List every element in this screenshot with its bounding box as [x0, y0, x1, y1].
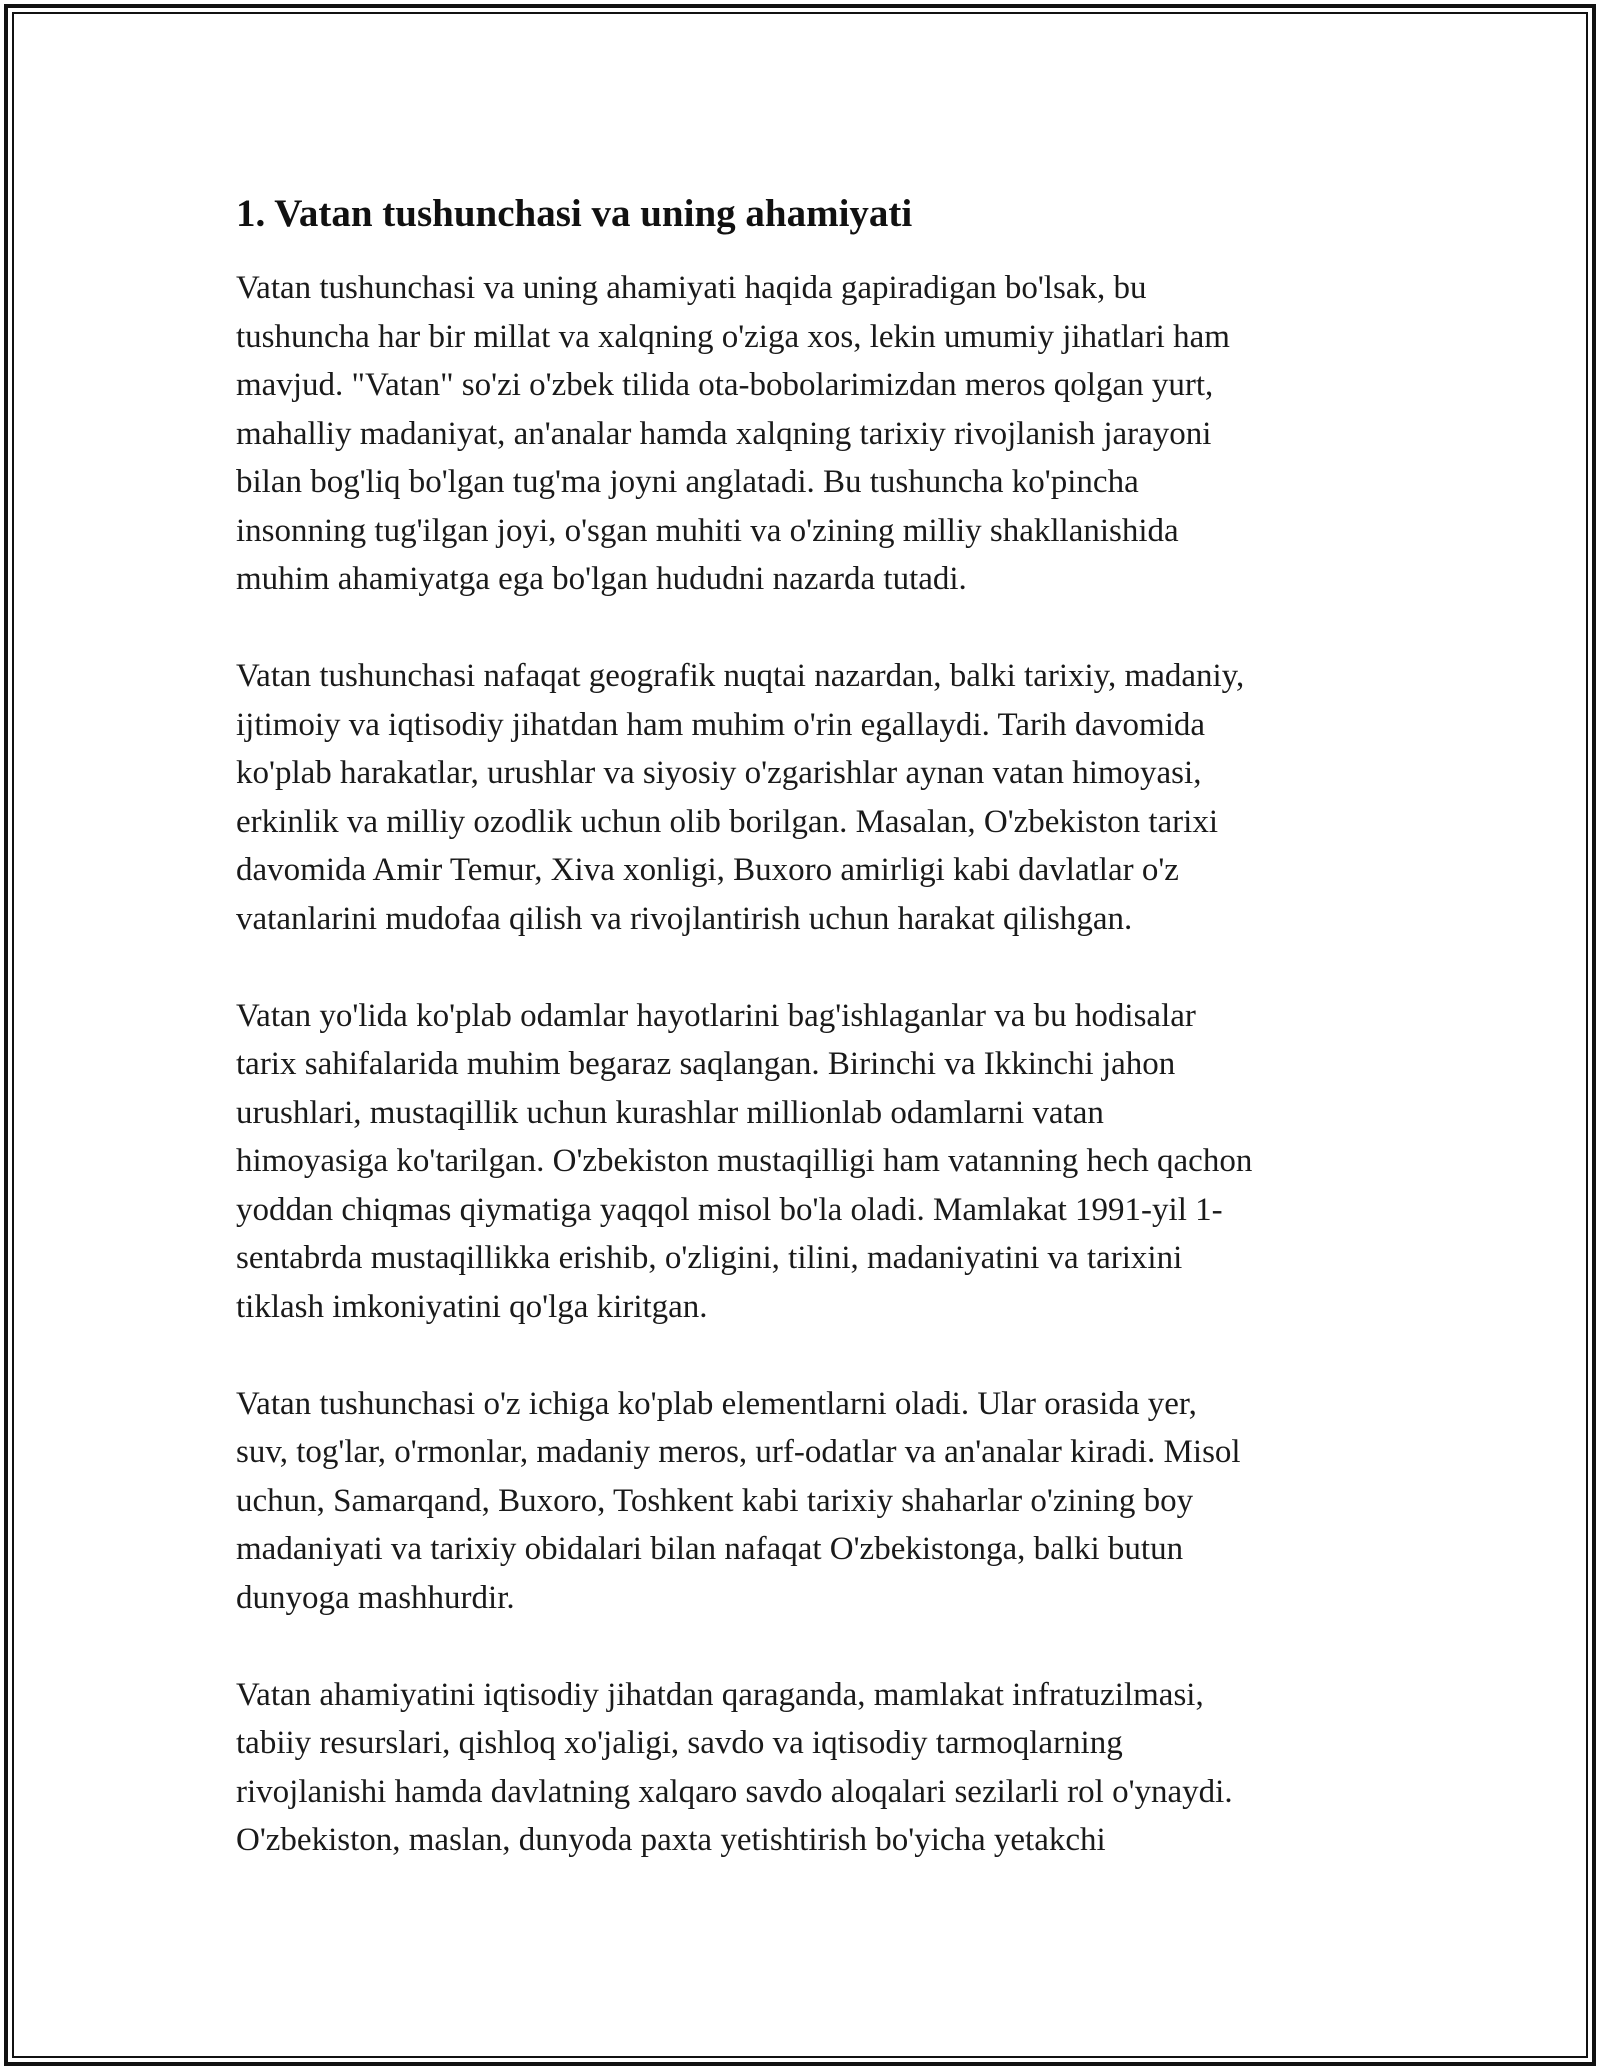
text-line: madaniyati va tarixiy obidalari bilan nafaqat O'zbekistonga, balki butun	[236, 1531, 1184, 1567]
text-line: uchun, Samarqand, Buxoro, Toshkent kabi tarixiy shaharlar o'zining boy	[236, 1482, 1194, 1519]
text-line: vatanlarini mudofaa qilish va rivojlantirish uchun harakat qilishgan.	[236, 900, 1133, 937]
text-line: bilan bog'liq bo'lgan tug'ma joyni anglatadi. Bu tushuncha ko'pincha	[236, 464, 1139, 500]
text-line: tarix sahifalarida muhim begaraz saqlangan. Birinchi va Ikkinchi jahon	[236, 1046, 1176, 1082]
paragraph	[236, 652, 1386, 943]
text-line: mahalliy madaniyat, an'analar hamda xalqning tarixiy rivojlanish jarayoni	[236, 415, 1212, 452]
text-line: tabiiy resurslari, qishloq xo'jaligi, savdo va iqtisodiy tarmoqlarning	[236, 1725, 1123, 1761]
text-line: suv, tog'lar, o'rmonlar, madaniy meros, urf-odatlar va an'analar kiradi. Misol	[236, 1434, 1241, 1470]
text-line: rivojlanishi hamda davlatning xalqaro savdo aloqalari sezilarli rol o'ynaydi.	[236, 1773, 1233, 1810]
text-line: yoddan chiqmas qiymatiga yaqqol misol bo'la oladi. Mamlakat 1991-yil 1-	[236, 1191, 1223, 1228]
text-line: mavjud. "Vatan" so'zi o'zbek tilida ota-bobolarimizdan meros qolgan yurt,	[236, 367, 1214, 403]
text-line: Vatan tushunchasi o'z ichiga ko'plab elementlarni oladi. Ular orasida yer,	[236, 1385, 1197, 1422]
paragraph	[236, 264, 1386, 604]
paragraph	[236, 1671, 1386, 1865]
section-heading: 1. Vatan tushunchasi va uning ahamiyati	[236, 192, 913, 235]
text-line: Vatan tushunchasi va uning ahamiyati haqida gapiradigan bo'lsak, bu	[236, 270, 1147, 306]
document-body	[236, 188, 1386, 1913]
text-line: tiklash imkoniyatini qo'lga kiritgan.	[236, 1288, 708, 1325]
text-line: ko'plab harakatlar, urushlar va siyosiy o'zgarishlar aynan vatan himoyasi,	[236, 755, 1202, 791]
text-line: ijtimoiy va iqtisodiy jihatdan ham muhim o'rin egallaydi. Tarih davomida	[236, 706, 1206, 743]
text-line: muhim ahamiyatga ega bo'lgan hududni nazarda tutadi.	[236, 561, 967, 597]
text-line: urushlari, mustaqillik uchun kurashlar millionlab odamlarni vatan	[236, 1094, 1104, 1131]
text-line: O'zbekiston, maslan, dunyoda paxta yetishtirish bo'yicha yetakchi	[236, 1822, 1106, 1858]
text-line: Vatan yo'lida ko'plab odamlar hayotlarini bag'ishlaganlar va bu hodisalar	[236, 997, 1196, 1034]
text-line: Vatan ahamiyatini iqtisodiy jihatdan qaraganda, mamlakat infratuzilmasi,	[236, 1676, 1204, 1713]
text-line: Vatan tushunchasi nafaqat geografik nuqtai nazardan, balki tarixiy, madaniy,	[236, 658, 1245, 694]
paragraph	[236, 1380, 1386, 1623]
text-line: insonning tug'ilgan joyi, o'sgan muhiti va o'zining milliy shakllanishida	[236, 512, 1179, 549]
text-line: davomida Amir Temur, Xiva xonligi, Buxoro amirligi kabi davlatlar o'z	[236, 852, 1179, 888]
text-line: himoyasiga ko'tarilgan. O'zbekiston mustaqilligi ham vatanning hech qachon	[236, 1143, 1253, 1179]
text-line: tushuncha har bir millat va xalqning o'ziga xos, lekin umumiy jihatlari ham	[236, 318, 1230, 355]
paragraph	[236, 992, 1386, 1332]
text-line: sentabrda mustaqillikka erishib, o'zligini, tilini, madaniyatini va tarixini	[236, 1240, 1183, 1276]
text-line: dunyoga mashhurdir.	[236, 1579, 515, 1616]
text-line: erkinlik va milliy ozodlik uchun olib borilgan. Masalan, O'zbekiston tarixi	[236, 803, 1219, 840]
